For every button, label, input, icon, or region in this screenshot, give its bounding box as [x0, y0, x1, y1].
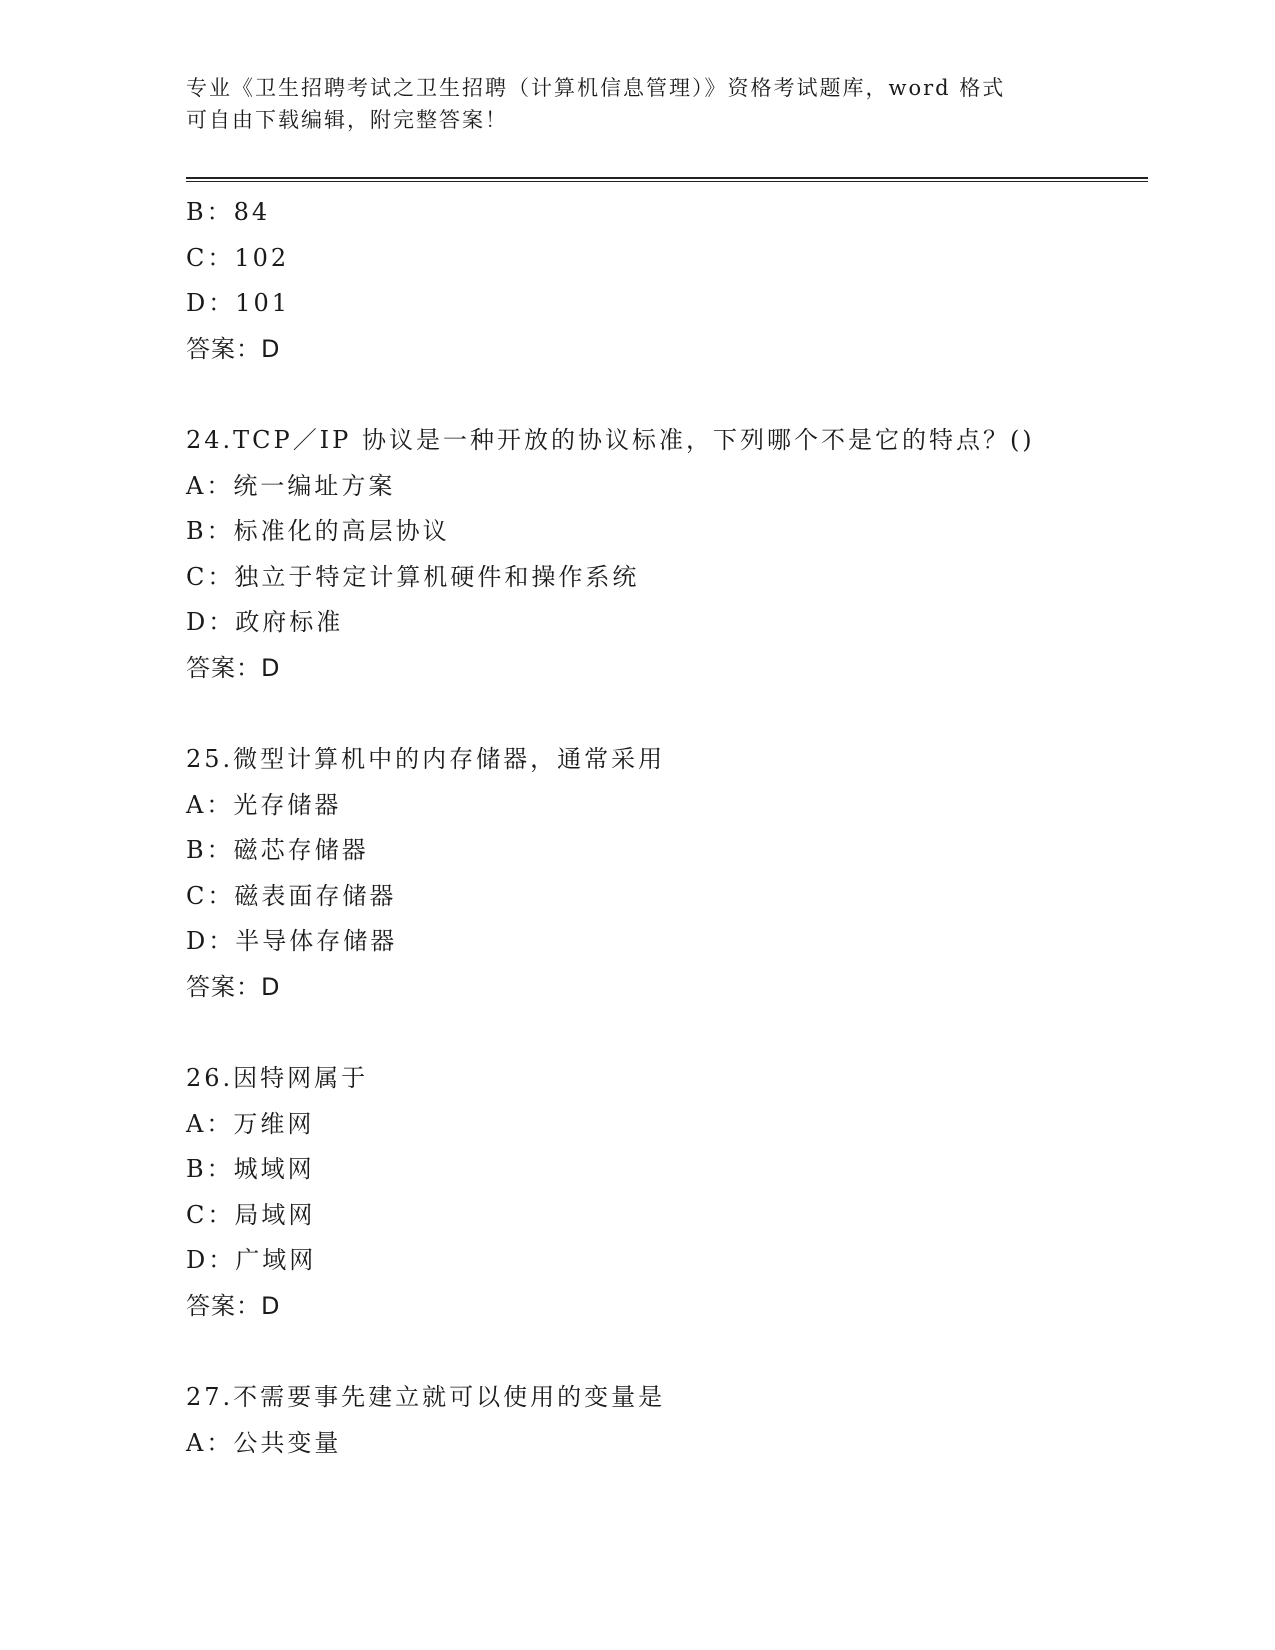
page-header [186, 72, 1086, 136]
option-d: D：政府标准 [186, 608, 344, 636]
answer-line: 答案：D [186, 334, 281, 363]
question-27 [186, 1375, 1146, 1466]
option-d: D：101 [186, 289, 291, 317]
option-b: B：磁芯存储器 [186, 836, 369, 864]
question-25 [186, 737, 1146, 1010]
option-c: C：独立于特定计算机硬件和操作系统 [186, 562, 640, 591]
option-d: D：半导体存储器 [186, 927, 398, 955]
question-text: 24.TCP／IP 协议是一种开放的协议标准，下列哪个不是它的特点？() [186, 426, 1035, 454]
question-26 [186, 1056, 1146, 1329]
option-b: B：城域网 [186, 1155, 315, 1183]
option-c: C：102 [186, 243, 290, 272]
question-continued [186, 190, 1146, 372]
question-text: 27.不需要事先建立就可以使用的变量是 [186, 1383, 666, 1411]
option-a: A：统一编址方案 [186, 471, 396, 500]
option-b: B：标准化的高层协议 [186, 517, 450, 545]
question-list [186, 190, 1146, 1466]
option-d: D：广域网 [186, 1246, 317, 1274]
option-c: C：磁表面存储器 [186, 881, 397, 910]
option-a: A：光存储器 [186, 790, 342, 819]
question-24 [186, 418, 1146, 691]
option-c: C：局域网 [186, 1200, 316, 1229]
option-a: A：万维网 [186, 1109, 315, 1138]
answer-line: 答案：D [186, 1291, 281, 1320]
question-text: 26.因特网属于 [186, 1064, 369, 1092]
question-text: 25.微型计算机中的内存储器，通常采用 [186, 745, 666, 773]
answer-line: 答案：D [186, 972, 281, 1001]
header-divider [186, 177, 1148, 182]
answer-line: 答案：D [186, 653, 281, 682]
option-a: A：公共变量 [186, 1428, 342, 1457]
option-b: B：84 [186, 198, 271, 226]
header-line-2: 可自由下载编辑，附完整答案！ [186, 108, 508, 132]
header-line-1: 专业《卫生招聘考试之卫生招聘（计算机信息管理）》资格考试题库，word 格式 [186, 76, 1006, 100]
